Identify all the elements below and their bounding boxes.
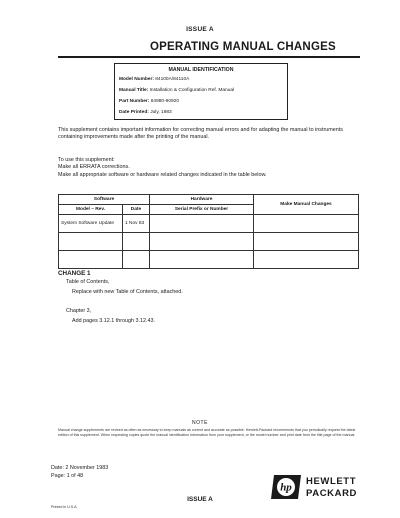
note-text: Manual change supplements are revised as often as necessary to keep manuals as current and accurate as possible. Hewlett-Packard recommends that you periodically request the latest edition of this supplement. When requesting copies quote the manual identification information from your supplement, or the model number and print date from the title page of the manual. (58, 428, 356, 437)
brand-hewlett: HEWLETT (306, 476, 357, 487)
brand-packard: PACKARD (306, 488, 357, 499)
change-item-action: Replace with new Table of Contents, attached. (72, 289, 183, 295)
cell-serial (150, 251, 254, 269)
instructions-block (58, 157, 358, 179)
svg-text:hp: hp (280, 481, 292, 494)
cell-serial (150, 233, 254, 251)
issue-label-bottom: ISSUE A (187, 496, 213, 503)
change-item-heading: Chapter 3, (66, 308, 92, 314)
change-item-heading: Table of Contents, (66, 279, 110, 285)
instructions-heading: To use this supplement: (58, 157, 115, 163)
title-rule (58, 56, 360, 58)
cell-date: 1 Nov 83 (123, 215, 150, 233)
change-1-title: CHANGE 1 (58, 270, 91, 277)
footer-page: Page: 1 of 48 (51, 473, 84, 479)
cell-model (59, 233, 123, 251)
table-row (59, 233, 359, 251)
cell-changes (254, 251, 359, 269)
id-row-date: Date Printed: July, 1983 (119, 110, 172, 115)
table-row (59, 215, 359, 233)
intro-paragraph: This supplement contains important information for correcting manual errors and for adapting the manual to instruments containing improvements made after the printing of the manual. (58, 127, 343, 141)
change-table (58, 194, 359, 269)
cell-date (123, 251, 150, 269)
manual-identification-box (114, 63, 288, 120)
header-model-rev: Model – Rev. (59, 205, 123, 215)
issue-label-top: ISSUE A (186, 26, 214, 33)
table-row (59, 251, 359, 269)
change-item-action: Add pages 3.12.1 through 3.12.43. (72, 318, 156, 324)
note-title: NOTE (192, 420, 208, 426)
cell-model (59, 251, 123, 269)
header-software: Software (59, 195, 150, 205)
id-row-model: Model Number: 84100A/84110A (119, 77, 190, 82)
id-row-title: Manual Title: Installation & Configuration Ref. Manual (119, 88, 235, 93)
hp-logo-icon (271, 475, 301, 499)
instruction-line: Make all appropriate software or hardware related changes indicated in the table below. (58, 171, 267, 178)
manual-identification-title: MANUAL IDENTIFICATION (168, 67, 234, 73)
cell-model: System Software Update (59, 215, 123, 233)
header-date: Date (123, 205, 150, 215)
header-hardware: Hardware (150, 195, 254, 205)
page-title: OPERATING MANUAL CHANGES (150, 41, 336, 53)
footer-date: Date: 2 November 1983 (51, 465, 109, 471)
instruction-line: Make all ERRATA corrections. (58, 164, 130, 171)
id-row-part: Part Number: 84980-90920 (119, 99, 180, 104)
header-make-changes: Make Manual Changes (254, 195, 359, 215)
cell-serial (150, 215, 254, 233)
cell-changes (254, 233, 359, 251)
header-serial: Serial Prefix or Number (150, 205, 254, 215)
printed-in: Printed in U.S.A. (51, 505, 78, 509)
cell-date (123, 233, 150, 251)
cell-changes (254, 215, 359, 233)
